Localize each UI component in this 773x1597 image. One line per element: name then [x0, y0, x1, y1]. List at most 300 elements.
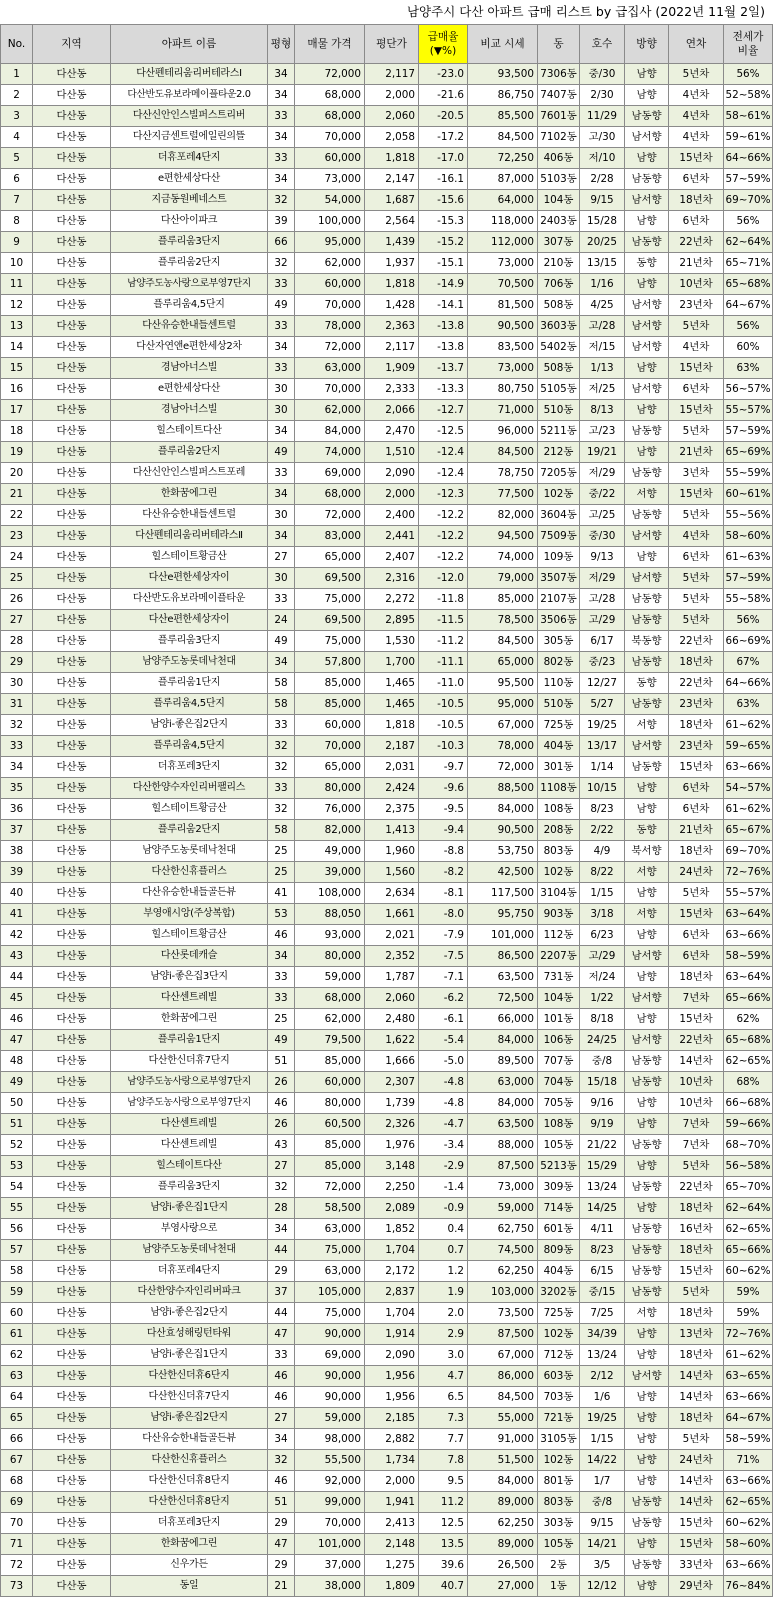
- cell-pyeong: 37: [268, 1282, 295, 1303]
- cell-pyeong: 28: [268, 1198, 295, 1219]
- cell-discount-rate: -8.0: [419, 904, 468, 925]
- cell-market-price: 88,500: [468, 778, 538, 799]
- cell-jeonse-ratio: 76~84%: [724, 1576, 773, 1597]
- cell-no: 17: [1, 400, 33, 421]
- header-market: 비교 시세: [468, 25, 538, 64]
- cell-no: 26: [1, 589, 33, 610]
- cell-unit-floor: 12/27: [580, 673, 625, 694]
- cell-dong: 601동: [538, 1219, 580, 1240]
- cell-building-age: 4년차: [669, 127, 724, 148]
- cell-dong: 309동: [538, 1177, 580, 1198]
- cell-apartment-name: 힐스테이트황금산: [111, 799, 268, 820]
- cell-unit-floor: 1/13: [580, 358, 625, 379]
- cell-pyeong: 33: [268, 316, 295, 337]
- cell-jeonse-ratio: 59~66%: [724, 1114, 773, 1135]
- table-row: [1, 127, 773, 148]
- cell-direction: 남동향: [625, 421, 669, 442]
- cell-discount-rate: -12.2: [419, 526, 468, 547]
- cell-unit-floor: 1/16: [580, 274, 625, 295]
- cell-discount-rate: 2.9: [419, 1324, 468, 1345]
- cell-direction: 동향: [625, 820, 669, 841]
- cell-building-age: 15년차: [669, 904, 724, 925]
- cell-pyeong: 34: [268, 169, 295, 190]
- cell-per-pyeong: 2,060: [365, 988, 419, 1009]
- cell-per-pyeong: 2,634: [365, 883, 419, 904]
- cell-region: 다산동: [33, 610, 111, 631]
- cell-per-pyeong: 2,363: [365, 316, 419, 337]
- cell-jeonse-ratio: 65~66%: [724, 988, 773, 1009]
- cell-region: 다산동: [33, 1366, 111, 1387]
- cell-market-price: 85,500: [468, 106, 538, 127]
- cell-building-age: 15년차: [669, 1261, 724, 1282]
- cell-per-pyeong: 2,060: [365, 106, 419, 127]
- cell-dong: 803동: [538, 841, 580, 862]
- cell-pyeong: 47: [268, 1324, 295, 1345]
- cell-jeonse-ratio: 61~62%: [724, 715, 773, 736]
- cell-direction: 남동향: [625, 1261, 669, 1282]
- cell-apartment-name: 힐스테이트다산: [111, 421, 268, 442]
- cell-jeonse-ratio: 65~68%: [724, 1030, 773, 1051]
- cell-building-age: 15년차: [669, 1009, 724, 1030]
- cell-dong: 112동: [538, 925, 580, 946]
- cell-apartment-name: 다산신안인스빌퍼스트포레: [111, 463, 268, 484]
- cell-region: 다산동: [33, 694, 111, 715]
- cell-market-price: 64,000: [468, 190, 538, 211]
- cell-apartment-name: 힐스테이트다산: [111, 1156, 268, 1177]
- cell-building-age: 4년차: [669, 526, 724, 547]
- cell-direction: 남동향: [625, 505, 669, 526]
- cell-unit-floor: 저/24: [580, 967, 625, 988]
- cell-discount-rate: -3.4: [419, 1135, 468, 1156]
- cell-per-pyeong: 2,000: [365, 1471, 419, 1492]
- cell-jeonse-ratio: 65~66%: [724, 1240, 773, 1261]
- cell-direction: 남서향: [625, 946, 669, 967]
- cell-apartment-name: 플루리움2단지: [111, 442, 268, 463]
- cell-unit-floor: 9/13: [580, 547, 625, 568]
- cell-apartment-name: 다산롯데캐슬: [111, 946, 268, 967]
- cell-jeonse-ratio: 72~76%: [724, 862, 773, 883]
- cell-unit-floor: 중/8: [580, 1492, 625, 1513]
- cell-discount-rate: 6.5: [419, 1387, 468, 1408]
- cell-market-price: 86,750: [468, 85, 538, 106]
- cell-market-price: 81,500: [468, 295, 538, 316]
- cell-per-pyeong: 2,058: [365, 127, 419, 148]
- cell-dong: 210동: [538, 253, 580, 274]
- cell-price: 68,000: [295, 106, 365, 127]
- table-row: [1, 1009, 773, 1030]
- cell-region: 다산동: [33, 799, 111, 820]
- cell-direction: 남향: [625, 1429, 669, 1450]
- cell-dong: 7407동: [538, 85, 580, 106]
- cell-apartment-name: 신우가든: [111, 1555, 268, 1576]
- cell-price: 60,000: [295, 1072, 365, 1093]
- cell-discount-rate: -20.5: [419, 106, 468, 127]
- table-row: [1, 883, 773, 904]
- cell-unit-floor: 1/22: [580, 988, 625, 1009]
- cell-jeonse-ratio: 58~60%: [724, 1534, 773, 1555]
- cell-building-age: 5년차: [669, 505, 724, 526]
- cell-per-pyeong: 2,470: [365, 421, 419, 442]
- cell-building-age: 5년차: [669, 1282, 724, 1303]
- cell-region: 다산동: [33, 295, 111, 316]
- cell-market-price: 72,000: [468, 757, 538, 778]
- cell-price: 69,000: [295, 463, 365, 484]
- cell-jeonse-ratio: 63~64%: [724, 904, 773, 925]
- cell-per-pyeong: 1,818: [365, 274, 419, 295]
- cell-price: 75,000: [295, 1303, 365, 1324]
- cell-unit-floor: 중/8: [580, 1051, 625, 1072]
- cell-dong: 3105동: [538, 1429, 580, 1450]
- cell-building-age: 6년차: [669, 799, 724, 820]
- cell-unit-floor: 19/25: [580, 715, 625, 736]
- cell-direction: 남서향: [625, 316, 669, 337]
- cell-per-pyeong: 1,666: [365, 1051, 419, 1072]
- table-row: [1, 148, 773, 169]
- cell-apartment-name: 남양i-좋은집1단지: [111, 1198, 268, 1219]
- cell-pyeong: 44: [268, 1240, 295, 1261]
- cell-discount-rate: -14.9: [419, 274, 468, 295]
- cell-region: 다산동: [33, 463, 111, 484]
- cell-apartment-name: 다산유승한내들골든뷰: [111, 1429, 268, 1450]
- cell-jeonse-ratio: 55~57%: [724, 400, 773, 421]
- cell-per-pyeong: 1,809: [365, 1576, 419, 1597]
- cell-per-pyeong: 2,090: [365, 463, 419, 484]
- cell-price: 65,000: [295, 547, 365, 568]
- cell-jeonse-ratio: 56%: [724, 211, 773, 232]
- cell-building-age: 5년차: [669, 421, 724, 442]
- cell-market-price: 74,500: [468, 1240, 538, 1261]
- cell-market-price: 73,000: [468, 253, 538, 274]
- table-row: [1, 1261, 773, 1282]
- cell-pyeong: 30: [268, 400, 295, 421]
- cell-region: 다산동: [33, 1534, 111, 1555]
- cell-per-pyeong: 2,564: [365, 211, 419, 232]
- cell-direction: 남동향: [625, 589, 669, 610]
- table-row: [1, 1513, 773, 1534]
- cell-dong: 305동: [538, 631, 580, 652]
- cell-price: 58,500: [295, 1198, 365, 1219]
- header-name: 아파트 이름: [111, 25, 268, 64]
- cell-discount-rate: 7.7: [419, 1429, 468, 1450]
- cell-apartment-name: 다산e편한세상자이: [111, 568, 268, 589]
- cell-per-pyeong: 1,510: [365, 442, 419, 463]
- cell-apartment-name: 지금동원베네스트: [111, 190, 268, 211]
- cell-per-pyeong: 1,622: [365, 1030, 419, 1051]
- table-row: [1, 1492, 773, 1513]
- cell-region: 다산동: [33, 1219, 111, 1240]
- cell-apartment-name: e편한세상다산: [111, 379, 268, 400]
- cell-discount-rate: 40.7: [419, 1576, 468, 1597]
- cell-building-age: 5년차: [669, 64, 724, 85]
- cell-unit-floor: 20/25: [580, 232, 625, 253]
- cell-building-age: 18년차: [669, 1408, 724, 1429]
- cell-pyeong: 49: [268, 295, 295, 316]
- cell-market-price: 78,500: [468, 610, 538, 631]
- cell-discount-rate: -12.4: [419, 463, 468, 484]
- cell-per-pyeong: 1,439: [365, 232, 419, 253]
- cell-dong: 706동: [538, 274, 580, 295]
- cell-jeonse-ratio: 58~59%: [724, 1429, 773, 1450]
- cell-jeonse-ratio: 65~67%: [724, 820, 773, 841]
- cell-building-age: 23년차: [669, 694, 724, 715]
- table-row: [1, 589, 773, 610]
- cell-price: 108,000: [295, 883, 365, 904]
- cell-discount-rate: -12.7: [419, 400, 468, 421]
- cell-discount-rate: -14.1: [419, 295, 468, 316]
- cell-no: 56: [1, 1219, 33, 1240]
- cell-discount-rate: 0.7: [419, 1240, 468, 1261]
- cell-jeonse-ratio: 62~65%: [724, 1492, 773, 1513]
- cell-building-age: 15년차: [669, 148, 724, 169]
- cell-price: 37,000: [295, 1555, 365, 1576]
- cell-unit-floor: 고/29: [580, 946, 625, 967]
- cell-pyeong: 30: [268, 505, 295, 526]
- cell-unit-floor: 9/15: [580, 1513, 625, 1534]
- cell-building-age: 14년차: [669, 1051, 724, 1072]
- cell-market-price: 51,500: [468, 1450, 538, 1471]
- cell-jeonse-ratio: 63~66%: [724, 925, 773, 946]
- cell-price: 60,000: [295, 148, 365, 169]
- cell-price: 85,000: [295, 1156, 365, 1177]
- cell-pyeong: 49: [268, 1030, 295, 1051]
- cell-price: 55,500: [295, 1450, 365, 1471]
- cell-discount-rate: -1.4: [419, 1177, 468, 1198]
- cell-dong: 809동: [538, 1240, 580, 1261]
- cell-pyeong: 26: [268, 1114, 295, 1135]
- cell-pyeong: 27: [268, 1156, 295, 1177]
- cell-building-age: 14년차: [669, 1366, 724, 1387]
- cell-unit-floor: 8/22: [580, 862, 625, 883]
- cell-direction: 남향: [625, 1345, 669, 1366]
- cell-region: 다산동: [33, 820, 111, 841]
- cell-building-age: 5년차: [669, 610, 724, 631]
- cell-direction: 남서향: [625, 526, 669, 547]
- cell-building-age: 16년차: [669, 1219, 724, 1240]
- cell-unit-floor: 19/25: [580, 1408, 625, 1429]
- cell-direction: 남동향: [625, 757, 669, 778]
- cell-per-pyeong: 1,413: [365, 820, 419, 841]
- cell-pyeong: 46: [268, 1366, 295, 1387]
- cell-price: 60,000: [295, 715, 365, 736]
- cell-dong: 212동: [538, 442, 580, 463]
- cell-dong: 903동: [538, 904, 580, 925]
- cell-price: 69,500: [295, 610, 365, 631]
- cell-direction: 남향: [625, 967, 669, 988]
- cell-pyeong: 29: [268, 1261, 295, 1282]
- cell-apartment-name: 다산유승한내들센트럴: [111, 505, 268, 526]
- table-row: [1, 1408, 773, 1429]
- cell-jeonse-ratio: 62~65%: [724, 1219, 773, 1240]
- cell-apartment-name: 힐스테이트황금산: [111, 925, 268, 946]
- cell-per-pyeong: 1,960: [365, 841, 419, 862]
- table-row: [1, 1555, 773, 1576]
- cell-region: 다산동: [33, 85, 111, 106]
- table-row: [1, 904, 773, 925]
- cell-unit-floor: 2/30: [580, 85, 625, 106]
- cell-region: 다산동: [33, 757, 111, 778]
- cell-no: 51: [1, 1114, 33, 1135]
- cell-per-pyeong: 1,787: [365, 967, 419, 988]
- cell-jeonse-ratio: 56%: [724, 610, 773, 631]
- cell-unit-floor: 1/6: [580, 1387, 625, 1408]
- cell-direction: 남서향: [625, 1366, 669, 1387]
- cell-jeonse-ratio: 64~66%: [724, 673, 773, 694]
- cell-price: 75,000: [295, 589, 365, 610]
- table-row: [1, 547, 773, 568]
- cell-discount-rate: -4.8: [419, 1093, 468, 1114]
- cell-per-pyeong: 2,185: [365, 1408, 419, 1429]
- cell-per-pyeong: 1,465: [365, 694, 419, 715]
- table-row: [1, 358, 773, 379]
- cell-direction: 남향: [625, 211, 669, 232]
- cell-no: 25: [1, 568, 33, 589]
- cell-price: 63,000: [295, 1219, 365, 1240]
- cell-jeonse-ratio: 63~65%: [724, 1366, 773, 1387]
- cell-no: 18: [1, 421, 33, 442]
- cell-jeonse-ratio: 60~61%: [724, 484, 773, 505]
- cell-market-price: 103,000: [468, 1282, 538, 1303]
- cell-jeonse-ratio: 62%: [724, 1009, 773, 1030]
- cell-no: 14: [1, 337, 33, 358]
- header-jeonse-line1: 전세가: [732, 31, 764, 43]
- cell-region: 다산동: [33, 673, 111, 694]
- cell-market-price: 70,500: [468, 274, 538, 295]
- cell-market-price: 63,500: [468, 1114, 538, 1135]
- cell-discount-rate: -12.0: [419, 568, 468, 589]
- cell-price: 90,000: [295, 1324, 365, 1345]
- cell-unit-floor: 15/28: [580, 211, 625, 232]
- cell-dong: 101동: [538, 1009, 580, 1030]
- cell-dong: 406동: [538, 148, 580, 169]
- cell-jeonse-ratio: 61~63%: [724, 547, 773, 568]
- cell-apartment-name: 경남아너스빌: [111, 400, 268, 421]
- cell-price: 85,000: [295, 673, 365, 694]
- cell-pyeong: 34: [268, 127, 295, 148]
- cell-price: 85,000: [295, 1051, 365, 1072]
- cell-jeonse-ratio: 65~69%: [724, 442, 773, 463]
- cell-direction: 남서향: [625, 568, 669, 589]
- cell-jeonse-ratio: 65~68%: [724, 274, 773, 295]
- cell-pyeong: 27: [268, 547, 295, 568]
- cell-region: 다산동: [33, 1450, 111, 1471]
- cell-price: 95,000: [295, 232, 365, 253]
- cell-price: 60,000: [295, 274, 365, 295]
- cell-dong: 801동: [538, 1471, 580, 1492]
- cell-dong: 7306동: [538, 64, 580, 85]
- cell-discount-rate: -12.2: [419, 505, 468, 526]
- cell-market-price: 63,000: [468, 1072, 538, 1093]
- cell-region: 다산동: [33, 589, 111, 610]
- cell-dong: 3507동: [538, 568, 580, 589]
- cell-per-pyeong: 2,172: [365, 1261, 419, 1282]
- cell-no: 48: [1, 1051, 33, 1072]
- cell-market-price: 73,500: [468, 1303, 538, 1324]
- table-row: [1, 715, 773, 736]
- cell-market-price: 63,500: [468, 967, 538, 988]
- cell-per-pyeong: 1,941: [365, 1492, 419, 1513]
- cell-apartment-name: 남양주도농사랑으로부영7단지: [111, 1093, 268, 1114]
- table-row: [1, 1135, 773, 1156]
- cell-no: 38: [1, 841, 33, 862]
- cell-apartment-name: 다산효성해링턴타워: [111, 1324, 268, 1345]
- cell-direction: 남향: [625, 1009, 669, 1030]
- cell-no: 4: [1, 127, 33, 148]
- cell-market-price: 87,500: [468, 1324, 538, 1345]
- cell-unit-floor: 14/21: [580, 1534, 625, 1555]
- cell-unit-floor: 6/23: [580, 925, 625, 946]
- cell-apartment-name: 다산자연앤e편한세상2차: [111, 337, 268, 358]
- cell-price: 101,000: [295, 1534, 365, 1555]
- cell-dong: 3603동: [538, 316, 580, 337]
- cell-jeonse-ratio: 57~59%: [724, 169, 773, 190]
- cell-jeonse-ratio: 56~58%: [724, 1156, 773, 1177]
- cell-unit-floor: 1/15: [580, 1429, 625, 1450]
- cell-direction: 남동향: [625, 694, 669, 715]
- header-price: 매물 가격: [295, 25, 365, 64]
- cell-apartment-name: 한화꿈에그린: [111, 1009, 268, 1030]
- cell-per-pyeong: 2,148: [365, 1534, 419, 1555]
- cell-pyeong: 33: [268, 715, 295, 736]
- cell-jeonse-ratio: 57~59%: [724, 568, 773, 589]
- cell-apartment-name: 다산유승한내들골든뷰: [111, 883, 268, 904]
- cell-direction: 남동향: [625, 463, 669, 484]
- cell-unit-floor: 21/22: [580, 1135, 625, 1156]
- cell-direction: 남향: [625, 1408, 669, 1429]
- cell-pyeong: 33: [268, 358, 295, 379]
- cell-apartment-name: 다산신안인스빌퍼스트리버: [111, 106, 268, 127]
- cell-per-pyeong: 2,326: [365, 1114, 419, 1135]
- cell-building-age: 18년차: [669, 841, 724, 862]
- cell-dong: 1108동: [538, 778, 580, 799]
- cell-per-pyeong: 2,021: [365, 925, 419, 946]
- cell-building-age: 21년차: [669, 253, 724, 274]
- cell-apartment-name: 다산한신더휴6단지: [111, 1366, 268, 1387]
- cell-unit-floor: 2/28: [580, 169, 625, 190]
- cell-direction: 남향: [625, 925, 669, 946]
- cell-per-pyeong: 2,250: [365, 1177, 419, 1198]
- cell-apartment-name: 남양i-좋은집2단지: [111, 1408, 268, 1429]
- cell-jeonse-ratio: 65~71%: [724, 253, 773, 274]
- cell-dong: 104동: [538, 190, 580, 211]
- cell-apartment-name: 남양i-좋은집2단지: [111, 1303, 268, 1324]
- cell-region: 다산동: [33, 400, 111, 421]
- cell-unit-floor: 3/18: [580, 904, 625, 925]
- cell-dong: 5211동: [538, 421, 580, 442]
- cell-jeonse-ratio: 60%: [724, 337, 773, 358]
- cell-building-age: 21년차: [669, 820, 724, 841]
- cell-price: 84,000: [295, 421, 365, 442]
- cell-price: 100,000: [295, 211, 365, 232]
- header-pyeong: 평형: [268, 25, 295, 64]
- cell-market-price: 95,500: [468, 673, 538, 694]
- cell-discount-rate: -11.0: [419, 673, 468, 694]
- cell-direction: 남동향: [625, 1555, 669, 1576]
- cell-jeonse-ratio: 55~58%: [724, 589, 773, 610]
- cell-direction: 서향: [625, 484, 669, 505]
- cell-direction: 남서향: [625, 295, 669, 316]
- cell-price: 70,000: [295, 127, 365, 148]
- cell-building-age: 5년차: [669, 589, 724, 610]
- cell-region: 다산동: [33, 883, 111, 904]
- cell-market-price: 78,000: [468, 736, 538, 757]
- cell-per-pyeong: 1,704: [365, 1240, 419, 1261]
- header-discount-line2: (▼%): [429, 45, 457, 57]
- cell-no: 65: [1, 1408, 33, 1429]
- cell-price: 79,500: [295, 1030, 365, 1051]
- cell-unit-floor: 13/24: [580, 1345, 625, 1366]
- cell-no: 62: [1, 1345, 33, 1366]
- cell-apartment-name: 다산한신휴플러스: [111, 862, 268, 883]
